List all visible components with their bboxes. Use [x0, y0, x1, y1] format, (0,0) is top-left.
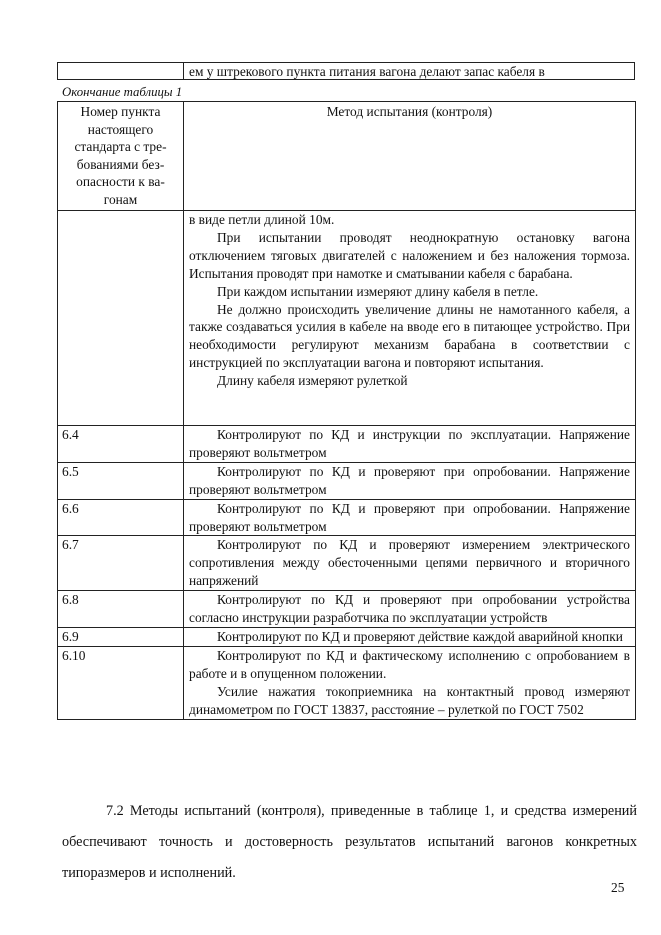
table-row: [58, 462, 636, 499]
table-row: [58, 627, 636, 646]
row-number: 6.8: [58, 591, 184, 628]
row-number: [58, 211, 184, 426]
row-number: 6.10: [58, 646, 184, 719]
test-methods-table: [57, 101, 636, 720]
row-method: в виде петли длиной 10м. При испытании проводят неоднократную остановку вагона отключением тяговых двигателей с наложением и без наложения тормоза. Испытания проводят при намотке и сматывании кабеля с барабана. При каждом испытании измеряют длину кабеля в петле. Не должно происходить увеличение длины не намотанного кабеля, а также создаваться усилия в кабеле на вводе его в питающее устройство. При необходимости регулируют механизм барабана в соответствии с инструкцией по эксплуатации вагона и повторяют испытания. Длину кабеля измеряют рулеткой: [184, 211, 636, 426]
table-caption: Окончание таблицы 1: [62, 85, 183, 99]
row-method: Контролируют по КД и инструкции по эксплуатации. Напряжение проверяют вольтметром: [184, 426, 636, 463]
row-method: Контролируют по КД и проверяют действие каждой аварийной кнопки: [184, 627, 636, 646]
row-method: Контролируют по КД и проверяют при опробовании устройства согласно инструкции разработчика по эксплуатации устройств: [184, 591, 636, 628]
header-clause-number: Номер пункта настоящего стандарта с тре- бованиями без- опасности к ва- гонам: [58, 102, 184, 211]
row-number: 6.9: [58, 627, 184, 646]
table-row: [58, 426, 636, 463]
table-row: [58, 646, 636, 719]
table-continuation-fragment: [57, 62, 635, 80]
fragment-text: ем у штрекового пункта питания вагона делают запас кабеля в: [189, 64, 545, 79]
row-number: 6.7: [58, 536, 184, 591]
row-number: 6.6: [58, 499, 184, 536]
table-row: [58, 591, 636, 628]
row-method: Контролируют по КД и проверяют при опробовании. Напряжение проверяют вольтметром: [184, 462, 636, 499]
row-method: Контролируют по КД и проверяют измерением электрического сопротивления между обесточенными цепями первичного и вторичного напряжений: [184, 536, 636, 591]
table-row: [58, 211, 636, 426]
row-method: Контролируют по КД и фактическому исполнению с опробованием в работе и в опущенном положении. Усилие нажатия токоприемника на контактный провод измеряют динамометром по ГОСТ 13837, расстояние – рулеткой по ГОСТ 7502: [184, 646, 636, 719]
fragment-number-cell: [58, 63, 184, 79]
table-row: [58, 536, 636, 591]
table-header-row: [58, 102, 636, 211]
body-paragraph: 7.2 Методы испытаний (контроля), приведенные в таблице 1, и средства измерений обеспечивают точность и достоверность результатов испытаний вагонов конкретных типоразмеров и исполнений.: [62, 803, 637, 881]
page-number: 25: [611, 880, 625, 895]
header-test-method: Метод испытания (контроля): [184, 102, 636, 211]
row-method: Контролируют по КД и проверяют при опробовании. Напряжение проверяют вольтметром: [184, 499, 636, 536]
row-number: 6.4: [58, 426, 184, 463]
table-row: [58, 499, 636, 536]
row-number: 6.5: [58, 462, 184, 499]
